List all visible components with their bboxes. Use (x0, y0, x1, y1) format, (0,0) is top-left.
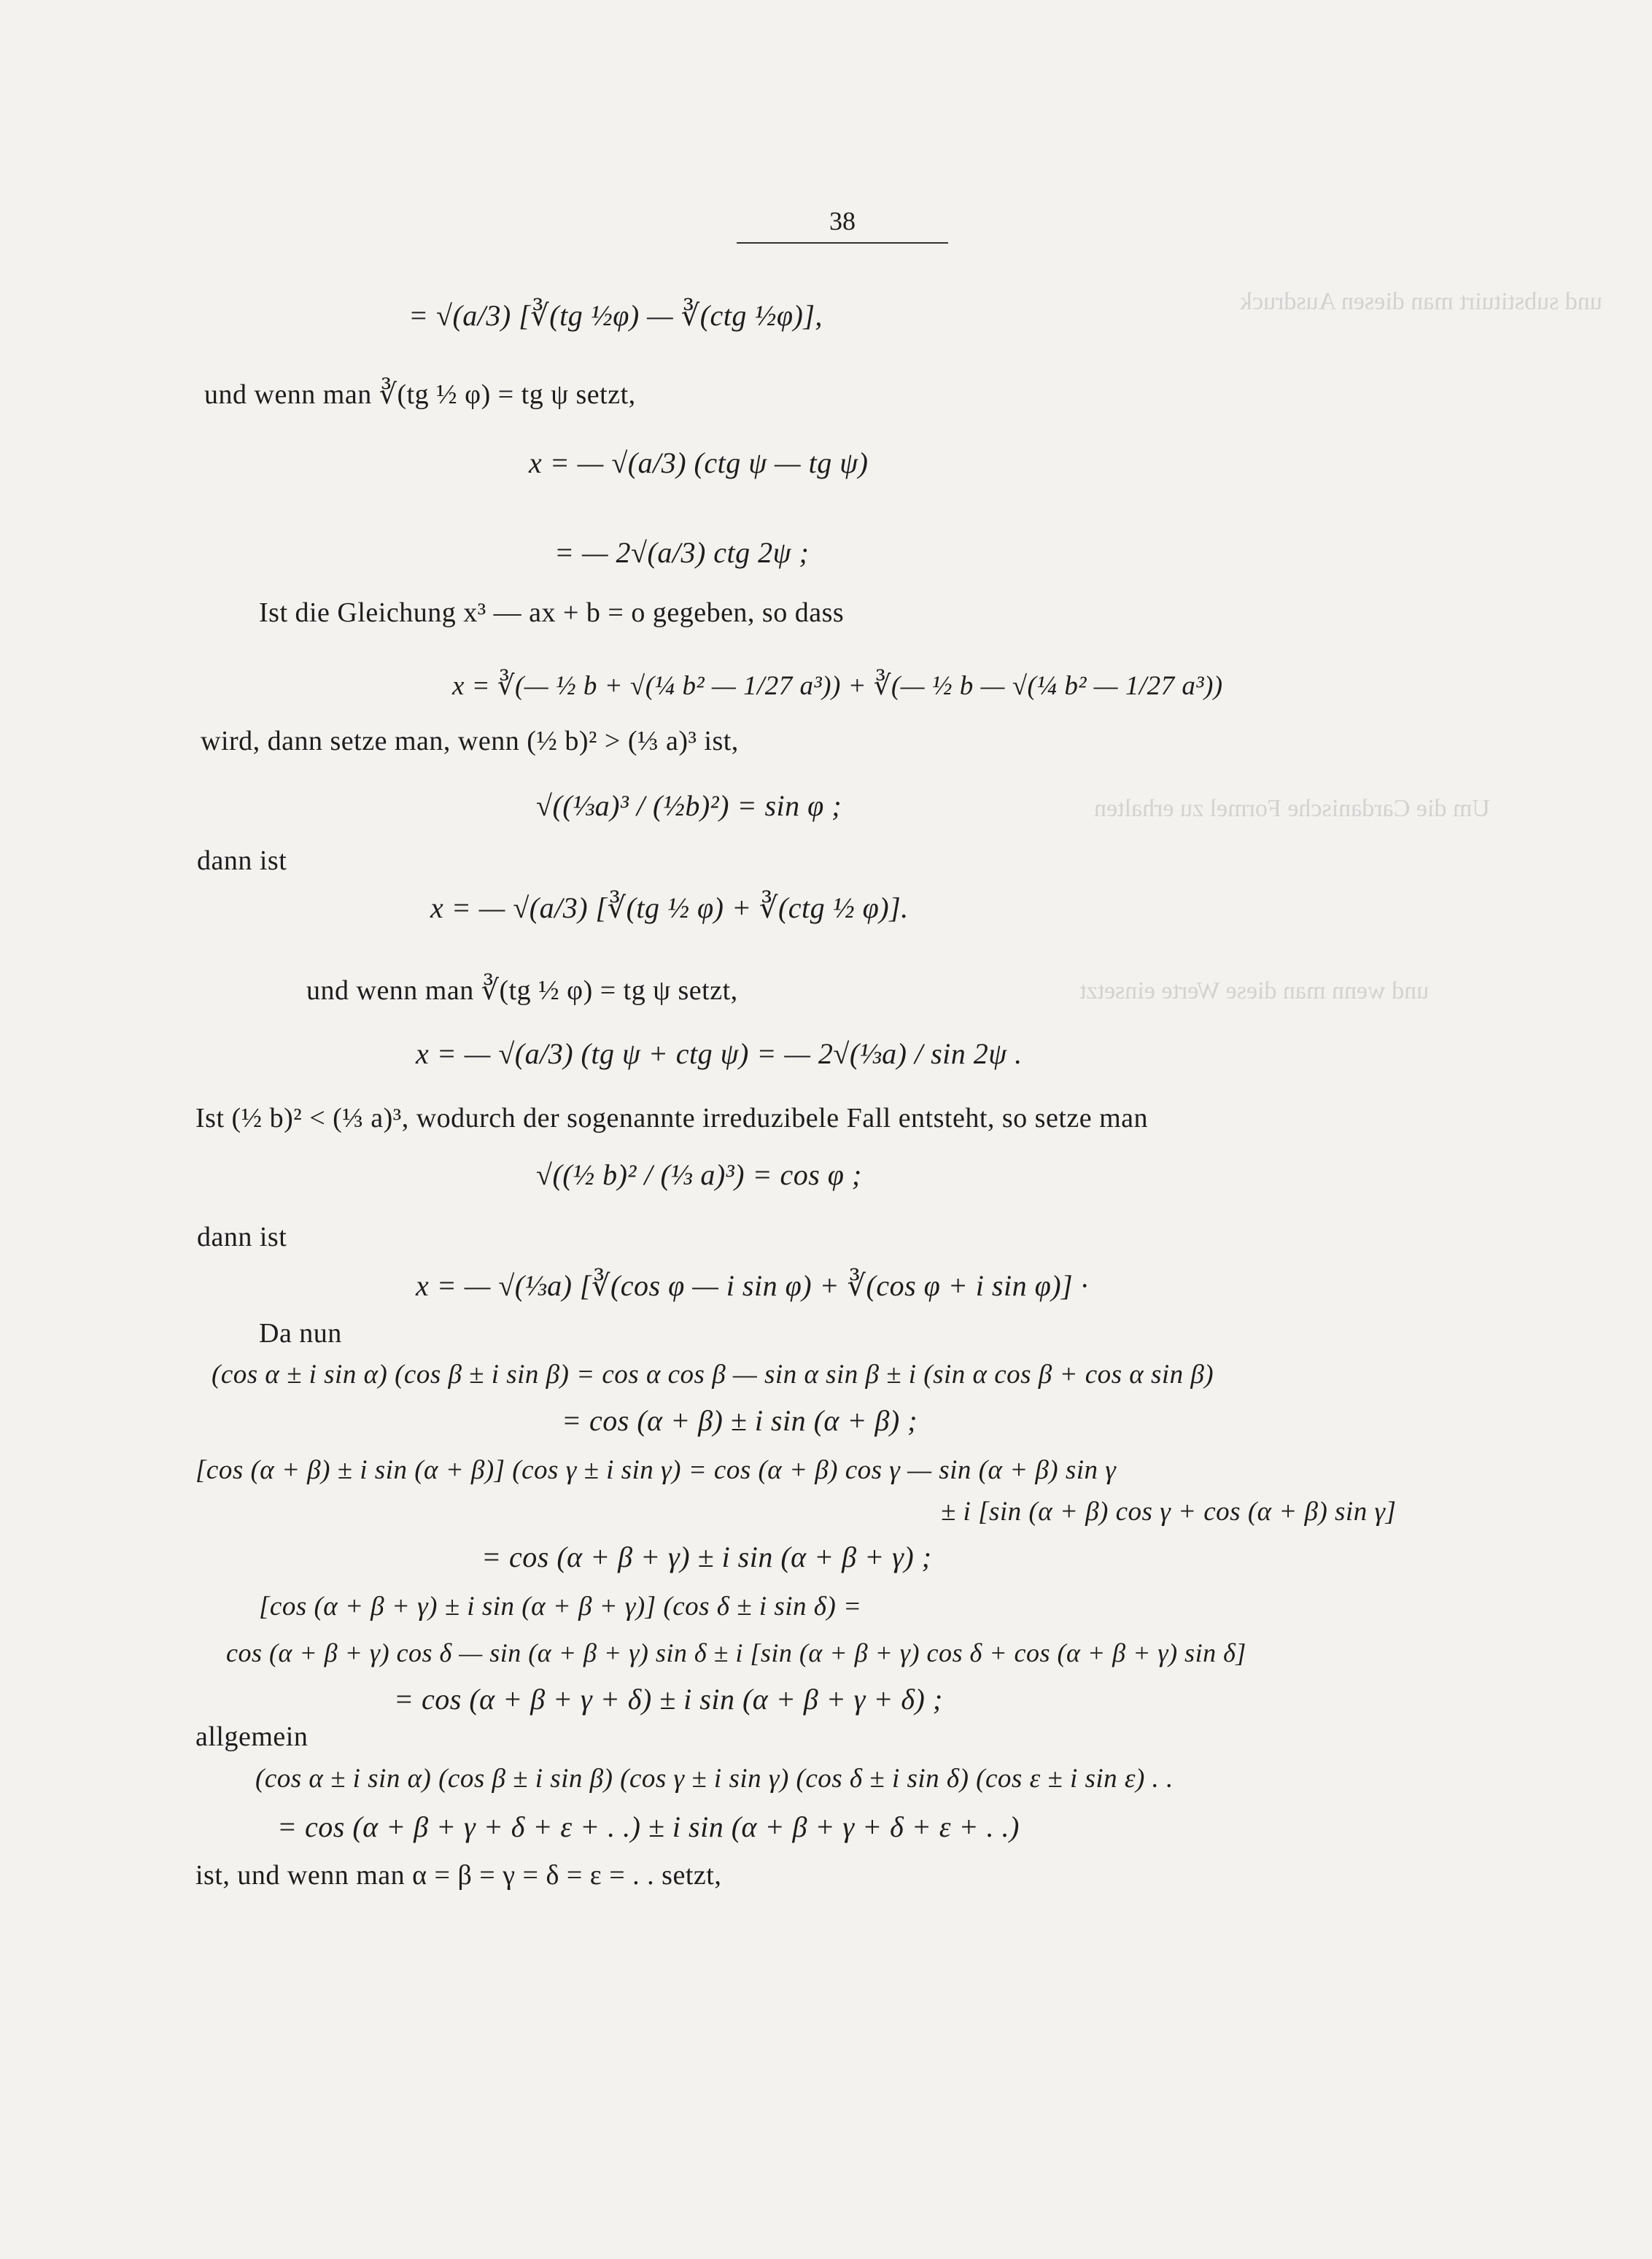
text-line-17: Da nun (259, 1318, 342, 1349)
equation-line-21: ± i [sin (α + β) cos γ + cos (α + β) sin γ] (941, 1497, 1397, 1527)
bleed-through-1: und substituirt man diesen Ausdruck (1240, 288, 1602, 315)
equation-line-25: = cos (α + β + γ + δ) ± i sin (α + β + γ + δ) ; (394, 1683, 943, 1716)
text-line-9: dann ist (197, 845, 287, 876)
page-number: 38 (737, 206, 948, 244)
text-line-15: dann ist (197, 1222, 287, 1252)
equation-line-22: = cos (α + β + γ) ± i sin (α + β + γ) ; (481, 1541, 932, 1573)
equation-line-10: x = — √(a/3) [∛(tg ½ φ) + ∛(ctg ½ φ)]. (430, 891, 909, 924)
text-line-26: allgemein (195, 1721, 309, 1752)
equation-line-20: [cos (α + β) ± i sin (α + β)] (cos γ ± i sin γ) = cos (α + β) cos γ — sin (α + β) sin γ (195, 1455, 1117, 1485)
text-line-13: Ist (½ b)² < (⅓ a)³, wodurch der sogenannte irreduzibele Fall entsteht, so setze man (195, 1103, 1149, 1134)
bleed-through-2: Um die Cardanische Formel zu erhalten (1094, 795, 1490, 822)
text-line-5: Ist die Gleichung x³ — ax + b = o gegeben, so dass (259, 597, 845, 628)
equation-line-6: x = ∛(— ½ b + √(¼ b² — 1/27 a³)) + ∛(— ½ b — √(¼ b² — 1/27 a³)) (452, 671, 1223, 701)
equation-line-16: x = — √(⅓a) [∛(cos φ — i sin φ) + ∛(cos φ + i sin φ)] · (416, 1269, 1089, 1302)
equation-line-24: cos (α + β + γ) cos δ — sin (α + β + γ) sin δ ± i [sin (α + β + γ) cos δ + cos (α + β + γ) sin δ] (226, 1638, 1246, 1667)
equation-line-8: √((⅓a)³ / (½b)²) = sin φ ; (536, 789, 842, 822)
equation-line-1: = √(a/3) [∛(tg ½φ) — ∛(ctg ½φ)], (408, 299, 823, 332)
text-line-7: wird, dann setze man, wenn (½ b)² > (⅓ a)³ ist, (201, 726, 739, 756)
bleed-through-3: und wenn man diese Werte einsetzt (1079, 977, 1430, 1004)
equation-line-28: = cos (α + β + γ + δ + ε + . .) ± i sin (α + β + γ + δ + ε + . .) (277, 1810, 1020, 1843)
equation-line-27: (cos α ± i sin α) (cos β ± i sin β) (cos γ ± i sin γ) (cos δ ± i sin δ) (cos ε ± i sin ε) . . (255, 1764, 1174, 1794)
text-line-11: und wenn man ∛(tg ½ φ) = tg ψ setzt, (306, 975, 738, 1006)
equation-line-14: √((½ b)² / (⅓ a)³) = cos φ ; (536, 1158, 862, 1191)
text-line-29: ist, und wenn man α = β = γ = δ = ε = . . setzt, (195, 1860, 722, 1891)
equation-line-19: = cos (α + β) ± i sin (α + β) ; (562, 1404, 918, 1437)
equation-line-18: (cos α ± i sin α) (cos β ± i sin β) = cos α cos β — sin α sin β ± i (sin α cos β + cos α sin β) (212, 1360, 1214, 1390)
equation-line-4: = — 2√(a/3) ctg 2ψ ; (554, 536, 810, 569)
text-line-2: und wenn man ∛(tg ½ φ) = tg ψ setzt, (204, 379, 636, 410)
equation-line-12: x = — √(a/3) (tg ψ + ctg ψ) = — 2√(⅓a) / sin 2ψ . (416, 1037, 1023, 1070)
equation-line-23: [cos (α + β + γ) ± i sin (α + β + γ)] (cos δ ± i sin δ) = (259, 1592, 862, 1621)
equation-line-3: x = — √(a/3) (ctg ψ — tg ψ) (529, 446, 869, 479)
